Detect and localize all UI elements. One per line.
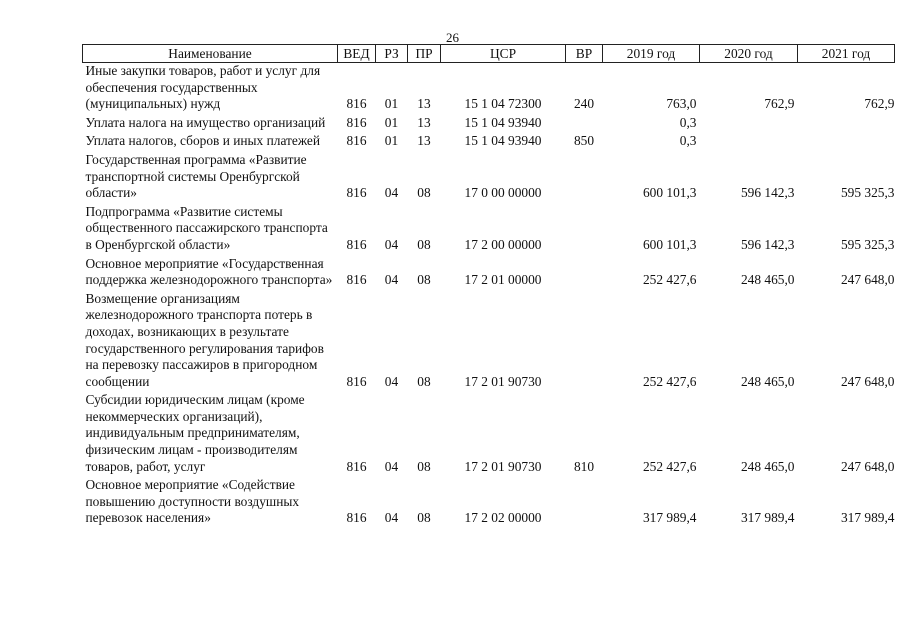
header-2019: 2019 год	[603, 45, 700, 63]
row-name: Государственная программа «Развитие транспортной системы Оренбургской области»	[85, 151, 307, 201]
row-value-2021: 247 648,0	[840, 373, 895, 389]
row-rz: 04	[384, 373, 399, 389]
row-ved: 816	[346, 96, 367, 112]
row-value-2021: 247 648,0	[840, 272, 895, 288]
row-rz: 04	[384, 272, 399, 288]
table-row	[83, 63, 895, 115]
row-csr: 17 2 01 00000	[464, 272, 542, 288]
row-pr: 08	[417, 236, 431, 252]
header-2020: 2020 год	[700, 45, 798, 63]
row-pr: 08	[417, 373, 431, 389]
table-row	[83, 204, 895, 256]
row-value-2021	[798, 115, 895, 134]
row-value-2019: 763,0	[666, 96, 697, 112]
row-value-2019: 317 989,4	[642, 510, 697, 526]
row-name: Подпрограмма «Развитие системы общественного пассажирского транспорта в Оренбургской области»	[85, 203, 328, 252]
row-ved: 816	[346, 373, 367, 389]
row-pr: 13	[417, 114, 431, 130]
row-value-2021: 317 989,4	[840, 510, 895, 526]
row-rz: 04	[384, 458, 399, 474]
row-ved: 816	[346, 272, 367, 288]
table-header-row	[83, 45, 895, 63]
row-value-2019: 252 427,6	[642, 373, 697, 389]
table-row	[83, 115, 895, 134]
row-ved: 816	[346, 510, 367, 526]
header-vr: ВР	[566, 45, 603, 63]
row-name: Субсидии юридическим лицам (кроме некоммерческих организаций), индивидуальным предпринимателям, физическим лицам - производителям товаров, работ, услуг	[85, 392, 305, 474]
row-name: Основное мероприятие «Содействие повышению доступности воздушных перевозок населения»	[85, 477, 300, 526]
row-vr	[566, 477, 603, 529]
table-row	[83, 291, 895, 393]
table-row	[83, 256, 895, 291]
row-value-2021: 595 325,3	[840, 185, 895, 201]
row-ved: 816	[346, 236, 367, 252]
row-value-2019: 252 427,6	[642, 458, 697, 474]
header-name: Наименование	[83, 45, 338, 63]
row-vr	[566, 204, 603, 256]
row-value-2021: 595 325,3	[840, 236, 895, 252]
table-row	[83, 392, 895, 477]
row-csr: 17 2 02 00000	[464, 510, 542, 526]
header-ved: ВЕД	[338, 45, 376, 63]
row-rz: 01	[384, 114, 399, 130]
row-vr: 850	[573, 133, 595, 149]
row-ved: 816	[346, 458, 367, 474]
row-value-2020: 248 465,0	[740, 458, 795, 474]
row-pr: 08	[417, 458, 431, 474]
page-number: 26	[446, 30, 459, 45]
row-name: Возмещение организациям железнодорожного транспорта потерь в доходах, возникающих в результате государственного регулирования тарифов на перевозку пассажиров в пригородном сообщении	[85, 290, 324, 389]
row-csr: 17 2 01 90730	[464, 373, 542, 389]
row-value-2020: 762,9	[764, 96, 795, 112]
row-csr: 15 1 04 93940	[464, 114, 542, 130]
row-value-2021: 762,9	[864, 96, 895, 112]
header-pr: ПР	[408, 45, 441, 63]
row-csr: 17 2 01 90730	[464, 458, 542, 474]
header-rz: РЗ	[376, 45, 408, 63]
row-name: Уплата налога на имущество организаций	[85, 114, 326, 130]
row-value-2020: 596 142,3	[740, 236, 795, 252]
row-vr: 810	[573, 458, 595, 474]
table-row	[83, 133, 895, 152]
row-rz: 04	[384, 236, 399, 252]
row-rz: 01	[384, 96, 399, 112]
row-ved: 816	[346, 185, 367, 201]
row-rz: 04	[384, 510, 399, 526]
row-pr: 08	[417, 272, 431, 288]
row-csr: 15 1 04 72300	[464, 96, 542, 112]
row-value-2021: 247 648,0	[840, 458, 895, 474]
row-rz: 04	[384, 185, 399, 201]
row-ved: 816	[346, 114, 367, 130]
row-vr: 240	[573, 96, 595, 112]
row-vr	[566, 152, 603, 204]
row-value-2020: 596 142,3	[740, 185, 795, 201]
row-value-2019: 252 427,6	[642, 272, 697, 288]
row-pr: 08	[417, 185, 431, 201]
row-vr	[566, 291, 603, 393]
row-pr: 13	[417, 133, 431, 149]
table-row	[83, 152, 895, 204]
row-name: Основное мероприятие «Государственная поддержка железнодорожного транспорта»	[85, 255, 333, 288]
row-value-2020: 317 989,4	[740, 510, 795, 526]
row-value-2020	[700, 133, 798, 152]
row-ved: 816	[346, 133, 367, 149]
row-value-2020: 248 465,0	[740, 373, 795, 389]
row-value-2020	[700, 115, 798, 134]
row-csr: 17 2 00 00000	[464, 236, 542, 252]
row-value-2019: 0,3	[679, 114, 697, 130]
table-row	[83, 477, 895, 529]
row-value-2019: 600 101,3	[642, 185, 697, 201]
row-pr: 08	[417, 510, 431, 526]
row-vr	[566, 256, 603, 291]
row-pr: 13	[417, 96, 431, 112]
row-value-2021	[798, 133, 895, 152]
row-value-2019: 600 101,3	[642, 236, 697, 252]
row-csr: 17 0 00 00000	[464, 185, 542, 201]
header-2021: 2021 год	[798, 45, 895, 63]
row-csr: 15 1 04 93940	[464, 133, 542, 149]
row-value-2020: 248 465,0	[740, 272, 795, 288]
header-csr: ЦСР	[441, 45, 566, 63]
row-name: Уплата налогов, сборов и иных платежей	[85, 133, 321, 149]
row-name: Иные закупки товаров, работ и услуг для обеспечения государственных (муниципальных) нужд	[85, 63, 321, 112]
budget-table	[82, 44, 895, 529]
row-vr	[566, 115, 603, 134]
row-value-2019: 0,3	[679, 133, 697, 149]
row-rz: 01	[384, 133, 399, 149]
